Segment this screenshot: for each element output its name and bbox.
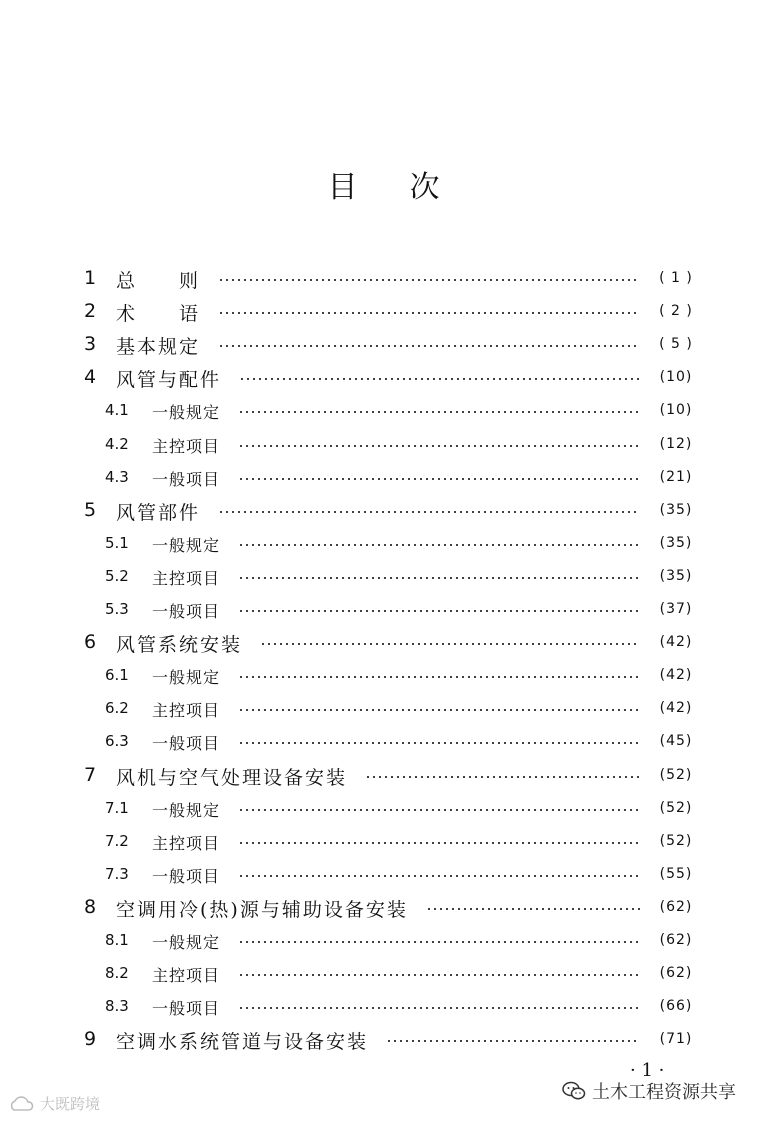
- dot-leader: [238, 445, 640, 447]
- dot-leader: [260, 643, 640, 645]
- toc-entry-page: (35): [659, 501, 693, 518]
- page-number: · 1 ·: [630, 1060, 665, 1081]
- toc-entry-page: (62): [659, 932, 693, 948]
- toc-entry-number: 4.3: [105, 467, 129, 486]
- toc-entry-title: 一般规定: [152, 933, 221, 952]
- toc-entry-number: 6.2: [105, 699, 129, 718]
- toc-entry: [0, 528, 767, 558]
- toc-entry-page: ( 2 ): [659, 303, 693, 320]
- toc-entry-page: (71): [659, 1031, 693, 1048]
- dot-leader: [238, 875, 640, 877]
- toc-entry-title: 术 语: [116, 303, 201, 326]
- toc-entry-page: (52): [659, 799, 693, 816]
- toc-entry-page: (37): [659, 601, 693, 617]
- toc-entry-number: 5.3: [105, 600, 129, 618]
- toc-entry-title: 空调用冷(热)源与辅助设备安装: [116, 898, 408, 921]
- toc-entry-page: ( 5 ): [659, 336, 693, 353]
- toc-entry: [0, 329, 767, 359]
- toc-entry-title: 风机与空气处理设备安装: [116, 766, 348, 789]
- toc-entry-number: 3: [84, 333, 97, 356]
- dot-leader: [218, 279, 640, 281]
- toc-entry: [0, 1024, 767, 1054]
- dot-leader: [238, 941, 640, 943]
- toc-entry-title: 主控项目: [152, 966, 221, 986]
- toc-entry-title: 一般项目: [152, 602, 221, 621]
- toc-entry: [0, 429, 767, 459]
- toc-entry: [0, 892, 767, 922]
- toc-entry-title: 一般项目: [152, 866, 221, 886]
- toc-entry-title: 一般规定: [152, 668, 221, 688]
- toc-entry-number: 5.1: [105, 533, 129, 552]
- watermark-left: [8, 1093, 100, 1114]
- toc-entry-title: 一般项目: [152, 734, 221, 754]
- toc-entry-title: 主控项目: [152, 701, 221, 721]
- toc-entry-page: (35): [659, 534, 693, 551]
- toc-entry-number: 4.2: [105, 434, 129, 453]
- toc-entry-page: (52): [659, 832, 693, 849]
- toc-entry-title: 主控项目: [152, 568, 221, 588]
- toc-entry-page: (62): [659, 965, 693, 982]
- toc-entry: [0, 627, 767, 657]
- dot-leader: [218, 345, 640, 347]
- dot-leader: [238, 478, 640, 480]
- toc-entry-title: 基本规定: [116, 336, 201, 359]
- toc-entry-number: 8: [84, 895, 97, 918]
- toc-entry-page: (45): [659, 733, 693, 750]
- toc-entry-number: 5: [84, 498, 97, 521]
- toc-entry-number: 6.3: [105, 732, 129, 751]
- toc-entry: [0, 561, 767, 591]
- dot-leader: [239, 378, 640, 380]
- toc-entry-page: ( 1 ): [659, 270, 693, 286]
- toc-entry: [0, 362, 767, 392]
- page-title-char-1: 目: [327, 170, 358, 205]
- toc-entry-title: 一般项目: [152, 469, 221, 489]
- toc-entry-page: (42): [659, 700, 693, 717]
- toc-entry-number: 7.3: [105, 864, 129, 883]
- toc-entry: [0, 395, 767, 425]
- dot-leader: [218, 312, 640, 314]
- toc-entry-title: 风管系统安装: [116, 634, 243, 657]
- toc-entry: [0, 991, 767, 1021]
- dot-leader: [238, 842, 640, 844]
- dot-leader: [238, 411, 640, 413]
- toc-entry-title: 一般项目: [152, 999, 221, 1019]
- toc-entry-page: (52): [659, 766, 693, 783]
- dot-leader: [238, 709, 640, 711]
- toc-entry: [0, 660, 767, 690]
- toc-entry: [0, 495, 767, 525]
- toc-entry-number: 7.2: [105, 831, 129, 850]
- toc-entry: [0, 296, 767, 326]
- toc-entry: [0, 859, 767, 889]
- toc-entry-page: (62): [659, 898, 693, 915]
- toc-entry-number: 8.1: [105, 931, 129, 949]
- dot-leader: [238, 577, 640, 579]
- toc-entry-page: (55): [659, 865, 693, 882]
- toc-entry-page: (10): [659, 369, 693, 386]
- toc-entry-number: 7: [84, 763, 97, 786]
- toc-entry-page: (35): [659, 567, 693, 584]
- watermark-right-text: 土木工程资源共享: [592, 1082, 736, 1103]
- toc-entry-number: 6: [84, 631, 97, 654]
- watermark-right: [562, 1078, 736, 1104]
- toc-entry: [0, 925, 767, 955]
- dot-leader: [238, 610, 640, 612]
- toc-entry-page: (42): [659, 634, 693, 651]
- toc-entry-title: 一般规定: [152, 403, 221, 423]
- cloud-logo-icon: [8, 1095, 36, 1113]
- toc-entry-page: (10): [659, 402, 693, 419]
- dot-leader: [238, 974, 640, 976]
- toc-entry-title: 一般规定: [152, 535, 221, 555]
- toc-entry-number: 5.2: [105, 566, 129, 585]
- toc-entry-number: 6.1: [105, 666, 129, 685]
- dot-leader: [365, 776, 640, 778]
- toc-entry: [0, 826, 767, 856]
- toc-entry-number: 4.1: [105, 401, 129, 420]
- toc-entry-number: 2: [84, 300, 97, 323]
- toc-entry: [0, 462, 767, 492]
- dot-leader: [238, 1007, 640, 1009]
- page-title-char-2: 次: [409, 170, 440, 205]
- toc-entry: [0, 726, 767, 756]
- toc-entry-page: (66): [659, 998, 693, 1015]
- toc-entry-page: (42): [659, 667, 693, 684]
- toc-entry-title: 主控项目: [152, 436, 221, 456]
- toc-entry-number: 9: [84, 1028, 97, 1051]
- toc-entry-number: 7.1: [105, 798, 129, 817]
- wechat-icon: [562, 1081, 586, 1101]
- toc-entry-number: 4: [84, 366, 97, 389]
- toc-entry-title: 一般规定: [152, 800, 221, 820]
- toc-entry: [0, 594, 767, 624]
- watermark-left-text: 大既跨境: [40, 1095, 101, 1113]
- toc-entry-page: (21): [659, 468, 693, 485]
- toc-entry: [0, 693, 767, 723]
- toc-entry-number: 1: [84, 267, 97, 289]
- toc-entry-title: 主控项目: [152, 833, 221, 853]
- toc-entry-title: 空调水系统管道与设备安装: [116, 1031, 369, 1054]
- toc-entry: [0, 263, 767, 293]
- dot-leader: [218, 511, 640, 513]
- toc-entry: [0, 958, 767, 988]
- toc-entry-title: 风管部件: [116, 501, 201, 524]
- dot-leader: [238, 742, 640, 744]
- toc-entry: [0, 793, 767, 823]
- toc-entry: [0, 760, 767, 790]
- dot-leader: [238, 676, 640, 678]
- toc-entry-page: (12): [659, 435, 693, 452]
- toc-entry-number: 8.3: [105, 997, 129, 1016]
- toc-entry-title: 总 则: [116, 270, 201, 292]
- dot-leader: [426, 908, 640, 910]
- dot-leader: [386, 1040, 640, 1042]
- dot-leader: [238, 809, 640, 811]
- dot-leader: [238, 544, 640, 546]
- toc-entry-number: 8.2: [105, 964, 129, 983]
- toc-entry-title: 风管与配件: [116, 369, 222, 392]
